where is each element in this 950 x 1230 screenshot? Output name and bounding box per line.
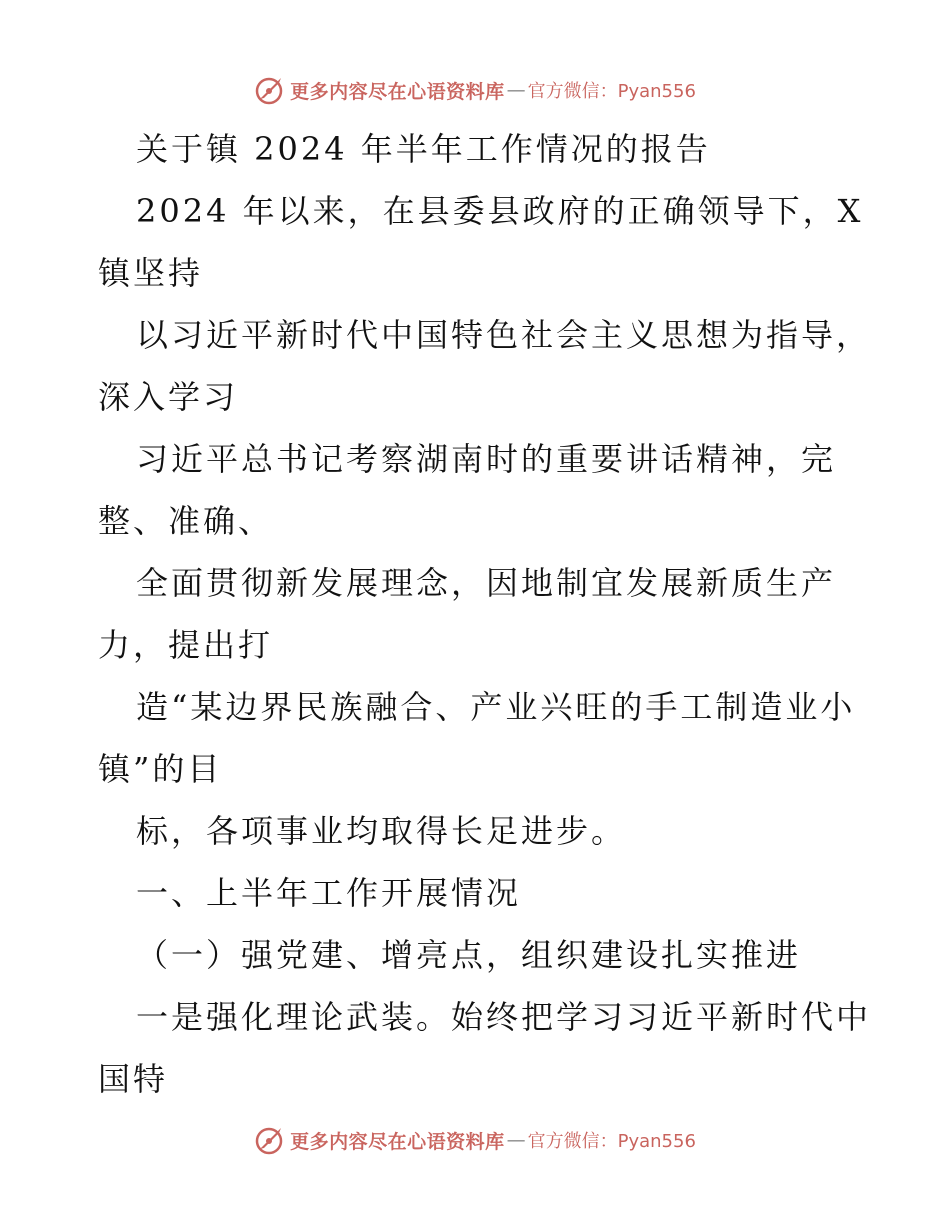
text-line: 全面贯彻新发展理念，因地制宜发展新质生产	[136, 564, 837, 602]
text-line: 一、上半年工作开展情况	[136, 874, 522, 912]
text-line: 一是强化理论武装。始终把学习习近平新时代中	[136, 998, 872, 1036]
footer-watermark	[0, 1122, 950, 1158]
watermark-dash: —	[506, 79, 526, 101]
text-line: 造“某边界民族融合、产业兴旺的手工制造业小	[136, 688, 856, 726]
text-line: 镇”的目	[98, 750, 223, 788]
text-line: 整、准确、	[98, 502, 274, 540]
text-line: 2024 年以来，在县委县政府的正确领导下，X	[136, 192, 864, 230]
text-line: （一）强党建、增亮点，组织建设扎实推进	[136, 936, 802, 974]
text-line: 力，提出打	[98, 626, 274, 664]
text-line: 习近平总书记考察湖南时的重要讲话精神，完	[136, 440, 837, 478]
text-line: 以习近平新时代中国特色社会主义思想为指导，	[136, 316, 872, 354]
text-line: 镇坚持	[98, 254, 204, 292]
text-line: 标，各项事业均取得长足进步。	[136, 812, 627, 850]
text-line: 国特	[98, 1060, 169, 1098]
watermark-dash: —	[506, 1129, 526, 1151]
quill-logo-icon	[254, 1124, 286, 1156]
text-line: 关于镇 2024 年半年工作情况的报告	[136, 130, 711, 168]
watermark-site-text: 更多内容尽在心语资料库	[290, 80, 505, 103]
header-watermark	[0, 72, 950, 108]
quill-logo-icon	[254, 74, 286, 106]
watermark-contact-text: 官方微信：Pyan556	[527, 81, 696, 102]
text-line: 深入学习	[98, 378, 239, 416]
watermark-contact-text: 官方微信：Pyan556	[527, 1131, 696, 1152]
document-body	[98, 118, 872, 1110]
watermark-site-text: 更多内容尽在心语资料库	[290, 1130, 505, 1153]
